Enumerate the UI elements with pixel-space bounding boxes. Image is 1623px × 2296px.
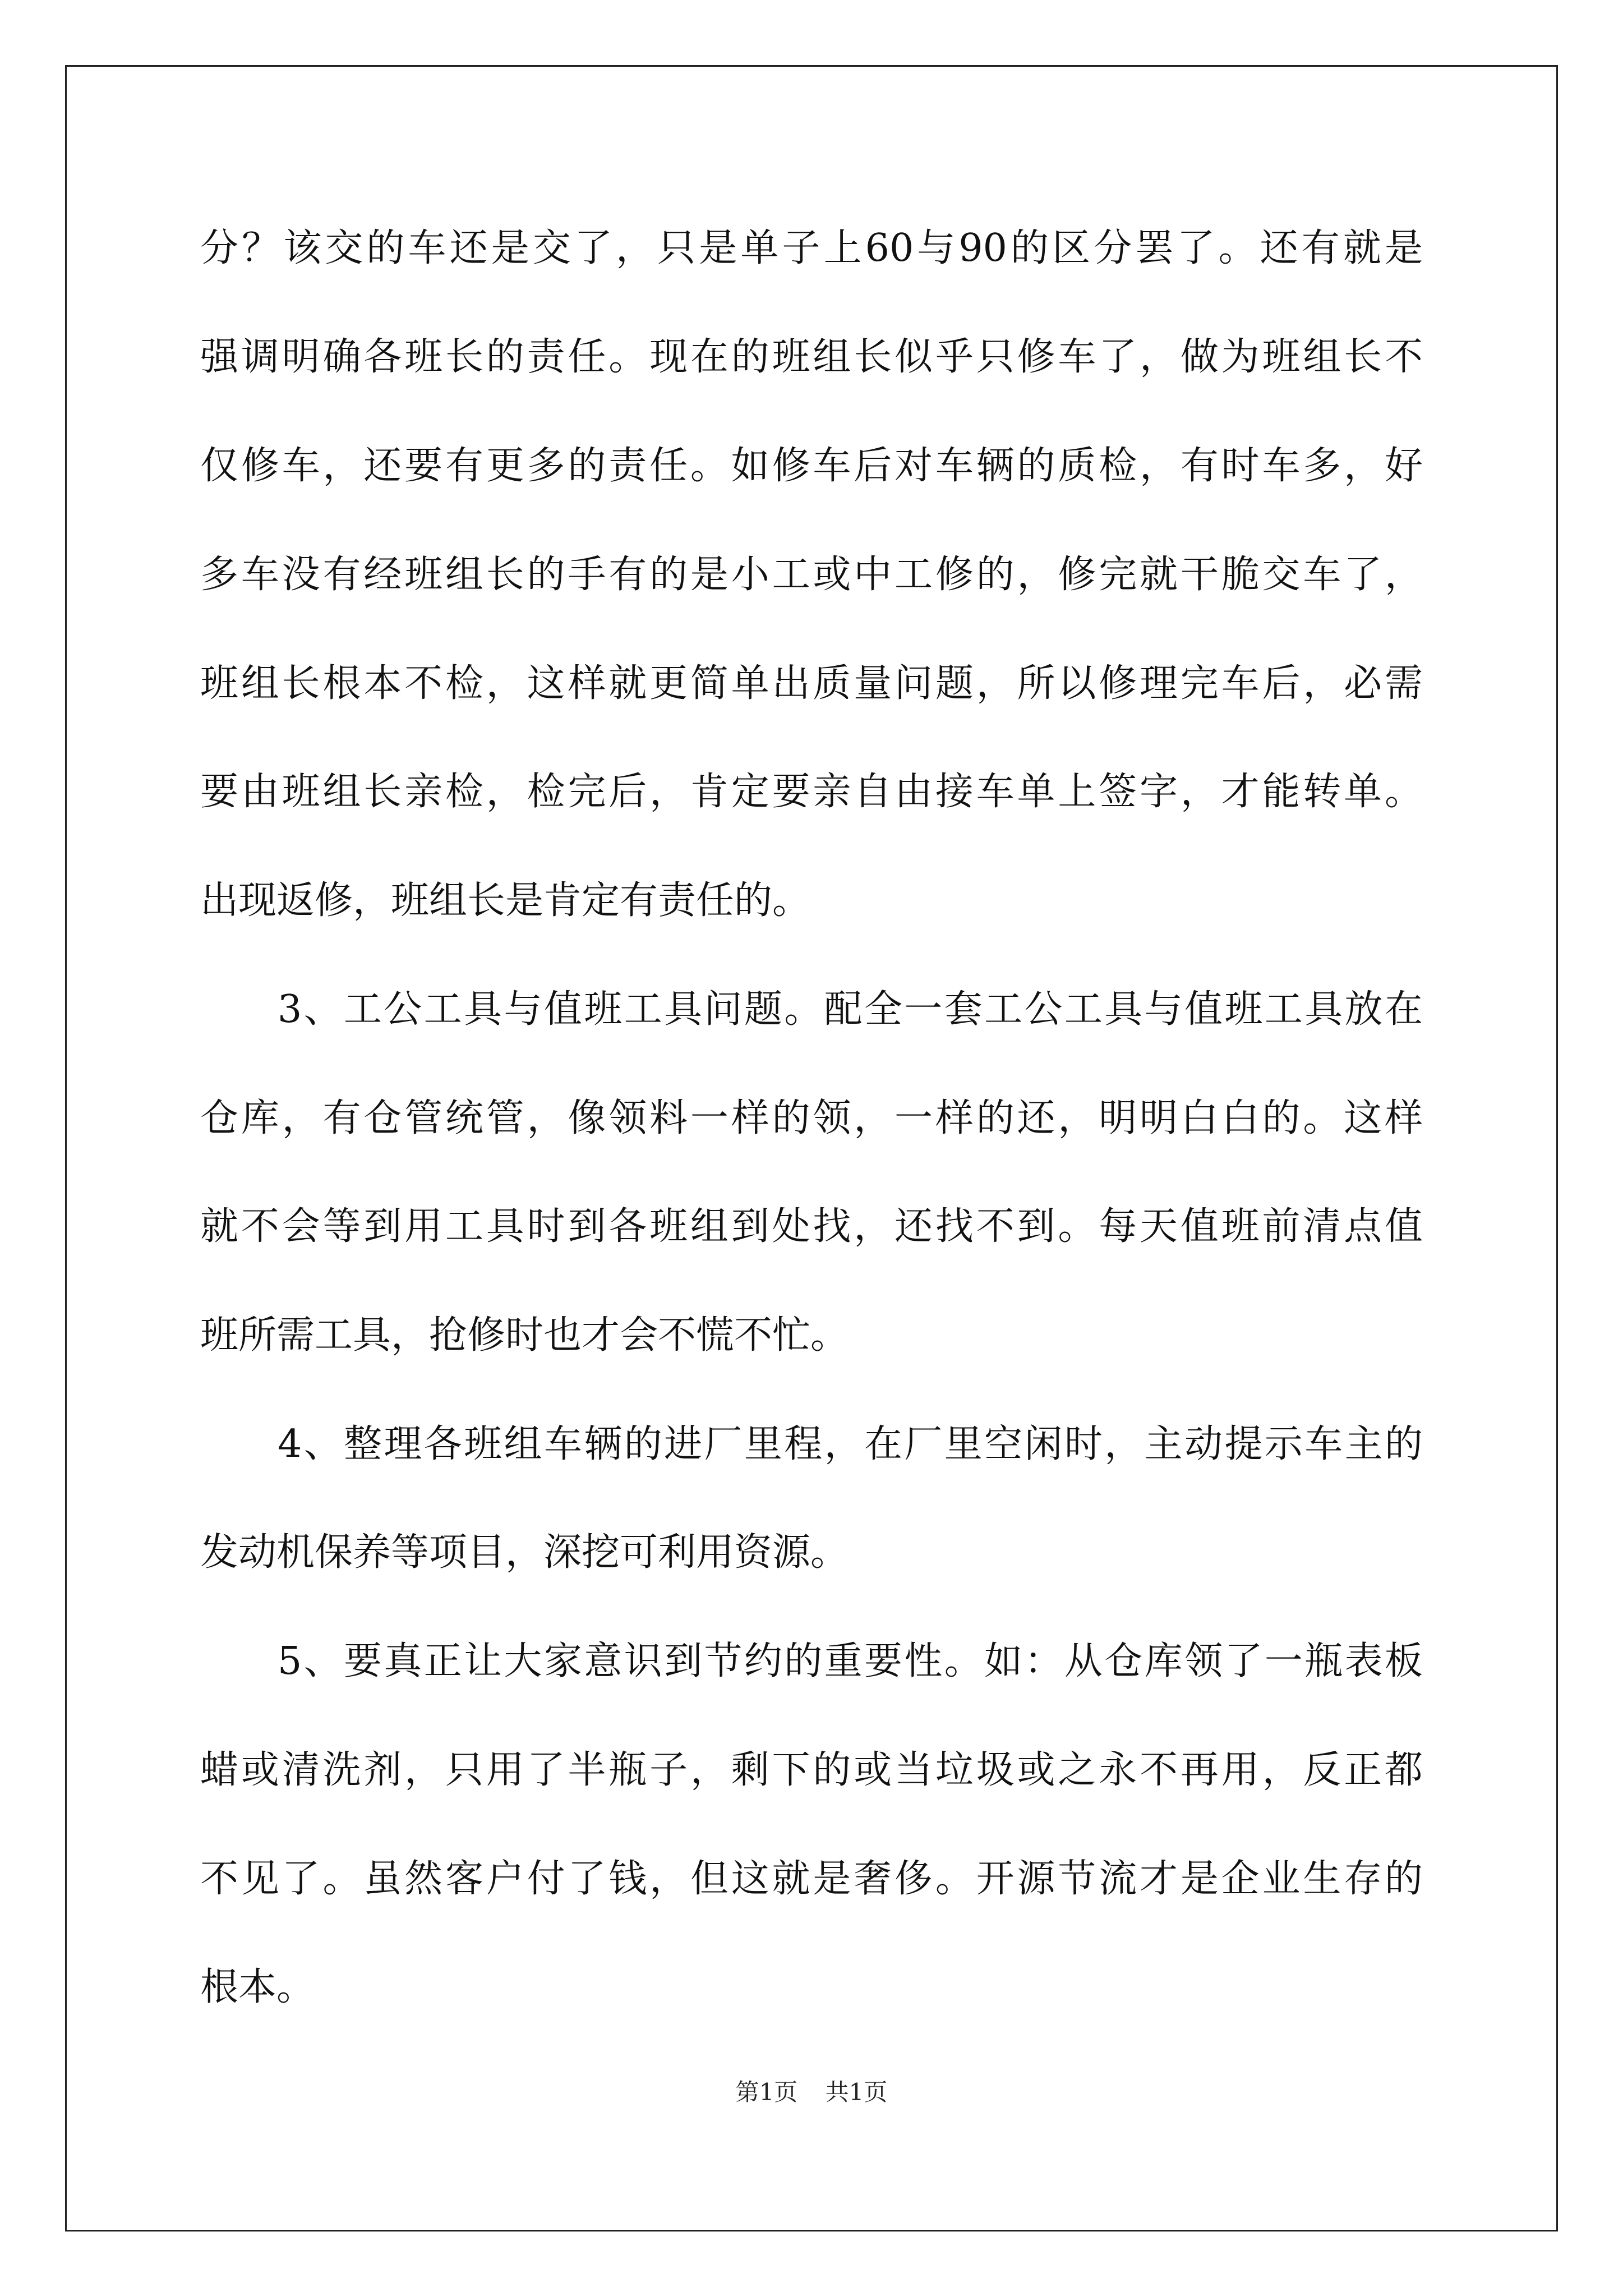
text-line: 就不会等到用工具时到各班组到处找，还找不到。每天值班前清点值 xyxy=(200,1204,1423,1249)
text-line: 5、要真正让大家意识到节约的重要性。如：从仓库领了一瓶表板 xyxy=(278,1639,1423,1683)
text-line: 4、整理各班组车辆的进厂里程，在厂里空闲时，主动提示车主的 xyxy=(278,1422,1423,1466)
text-line: 班所需工具，抢修时也才会不慌不忙。 xyxy=(200,1313,849,1358)
page-total: 共1页 xyxy=(825,2078,888,2106)
text-line: 班组长根本不检，这样就更简单出质量问题，所以修理完车后，必需 xyxy=(200,661,1423,706)
page-footer xyxy=(0,2076,1623,2109)
text-line: 强调明确各班长的责任。现在的班组长似乎只修车了，做为班组长不 xyxy=(200,335,1423,379)
text-line: 发动机保养等项目，深挖可利用资源。 xyxy=(200,1530,849,1575)
text-line: 要由班组长亲检，检完后，肯定要亲自由接车单上签字，才能转单。 xyxy=(200,770,1423,814)
text-line: 不见了。虽然客户付了钱，但这就是奢侈。开源节流才是企业生存的 xyxy=(200,1857,1423,1901)
text-line: 3、工公工具与值班工具问题。配全一套工公工具与值班工具放在 xyxy=(278,987,1423,1032)
text-line: 多车没有经班组长的手有的是小工或中工修的，修完就干脆交车了， xyxy=(200,553,1423,597)
text-line: 根本。 xyxy=(200,1965,315,2009)
page-number: 第1页 xyxy=(735,2078,798,2106)
text-line: 蜡或清洗剂，只用了半瓶子，剩下的或当垃圾或之永不再用，反正都 xyxy=(200,1748,1423,1792)
text-line: 仅修车，还要有更多的责任。如修车后对车辆的质检，有时车多，好 xyxy=(200,444,1423,488)
text-line: 分？该交的车还是交了，只是单子上60与90的区分罢了。还有就是 xyxy=(200,226,1423,270)
text-line: 仓库，有仓管统管，像领料一样的领，一样的还，明明白白的。这样 xyxy=(200,1096,1423,1140)
text-line: 出现返修，班组长是肯定有责任的。 xyxy=(200,878,811,923)
